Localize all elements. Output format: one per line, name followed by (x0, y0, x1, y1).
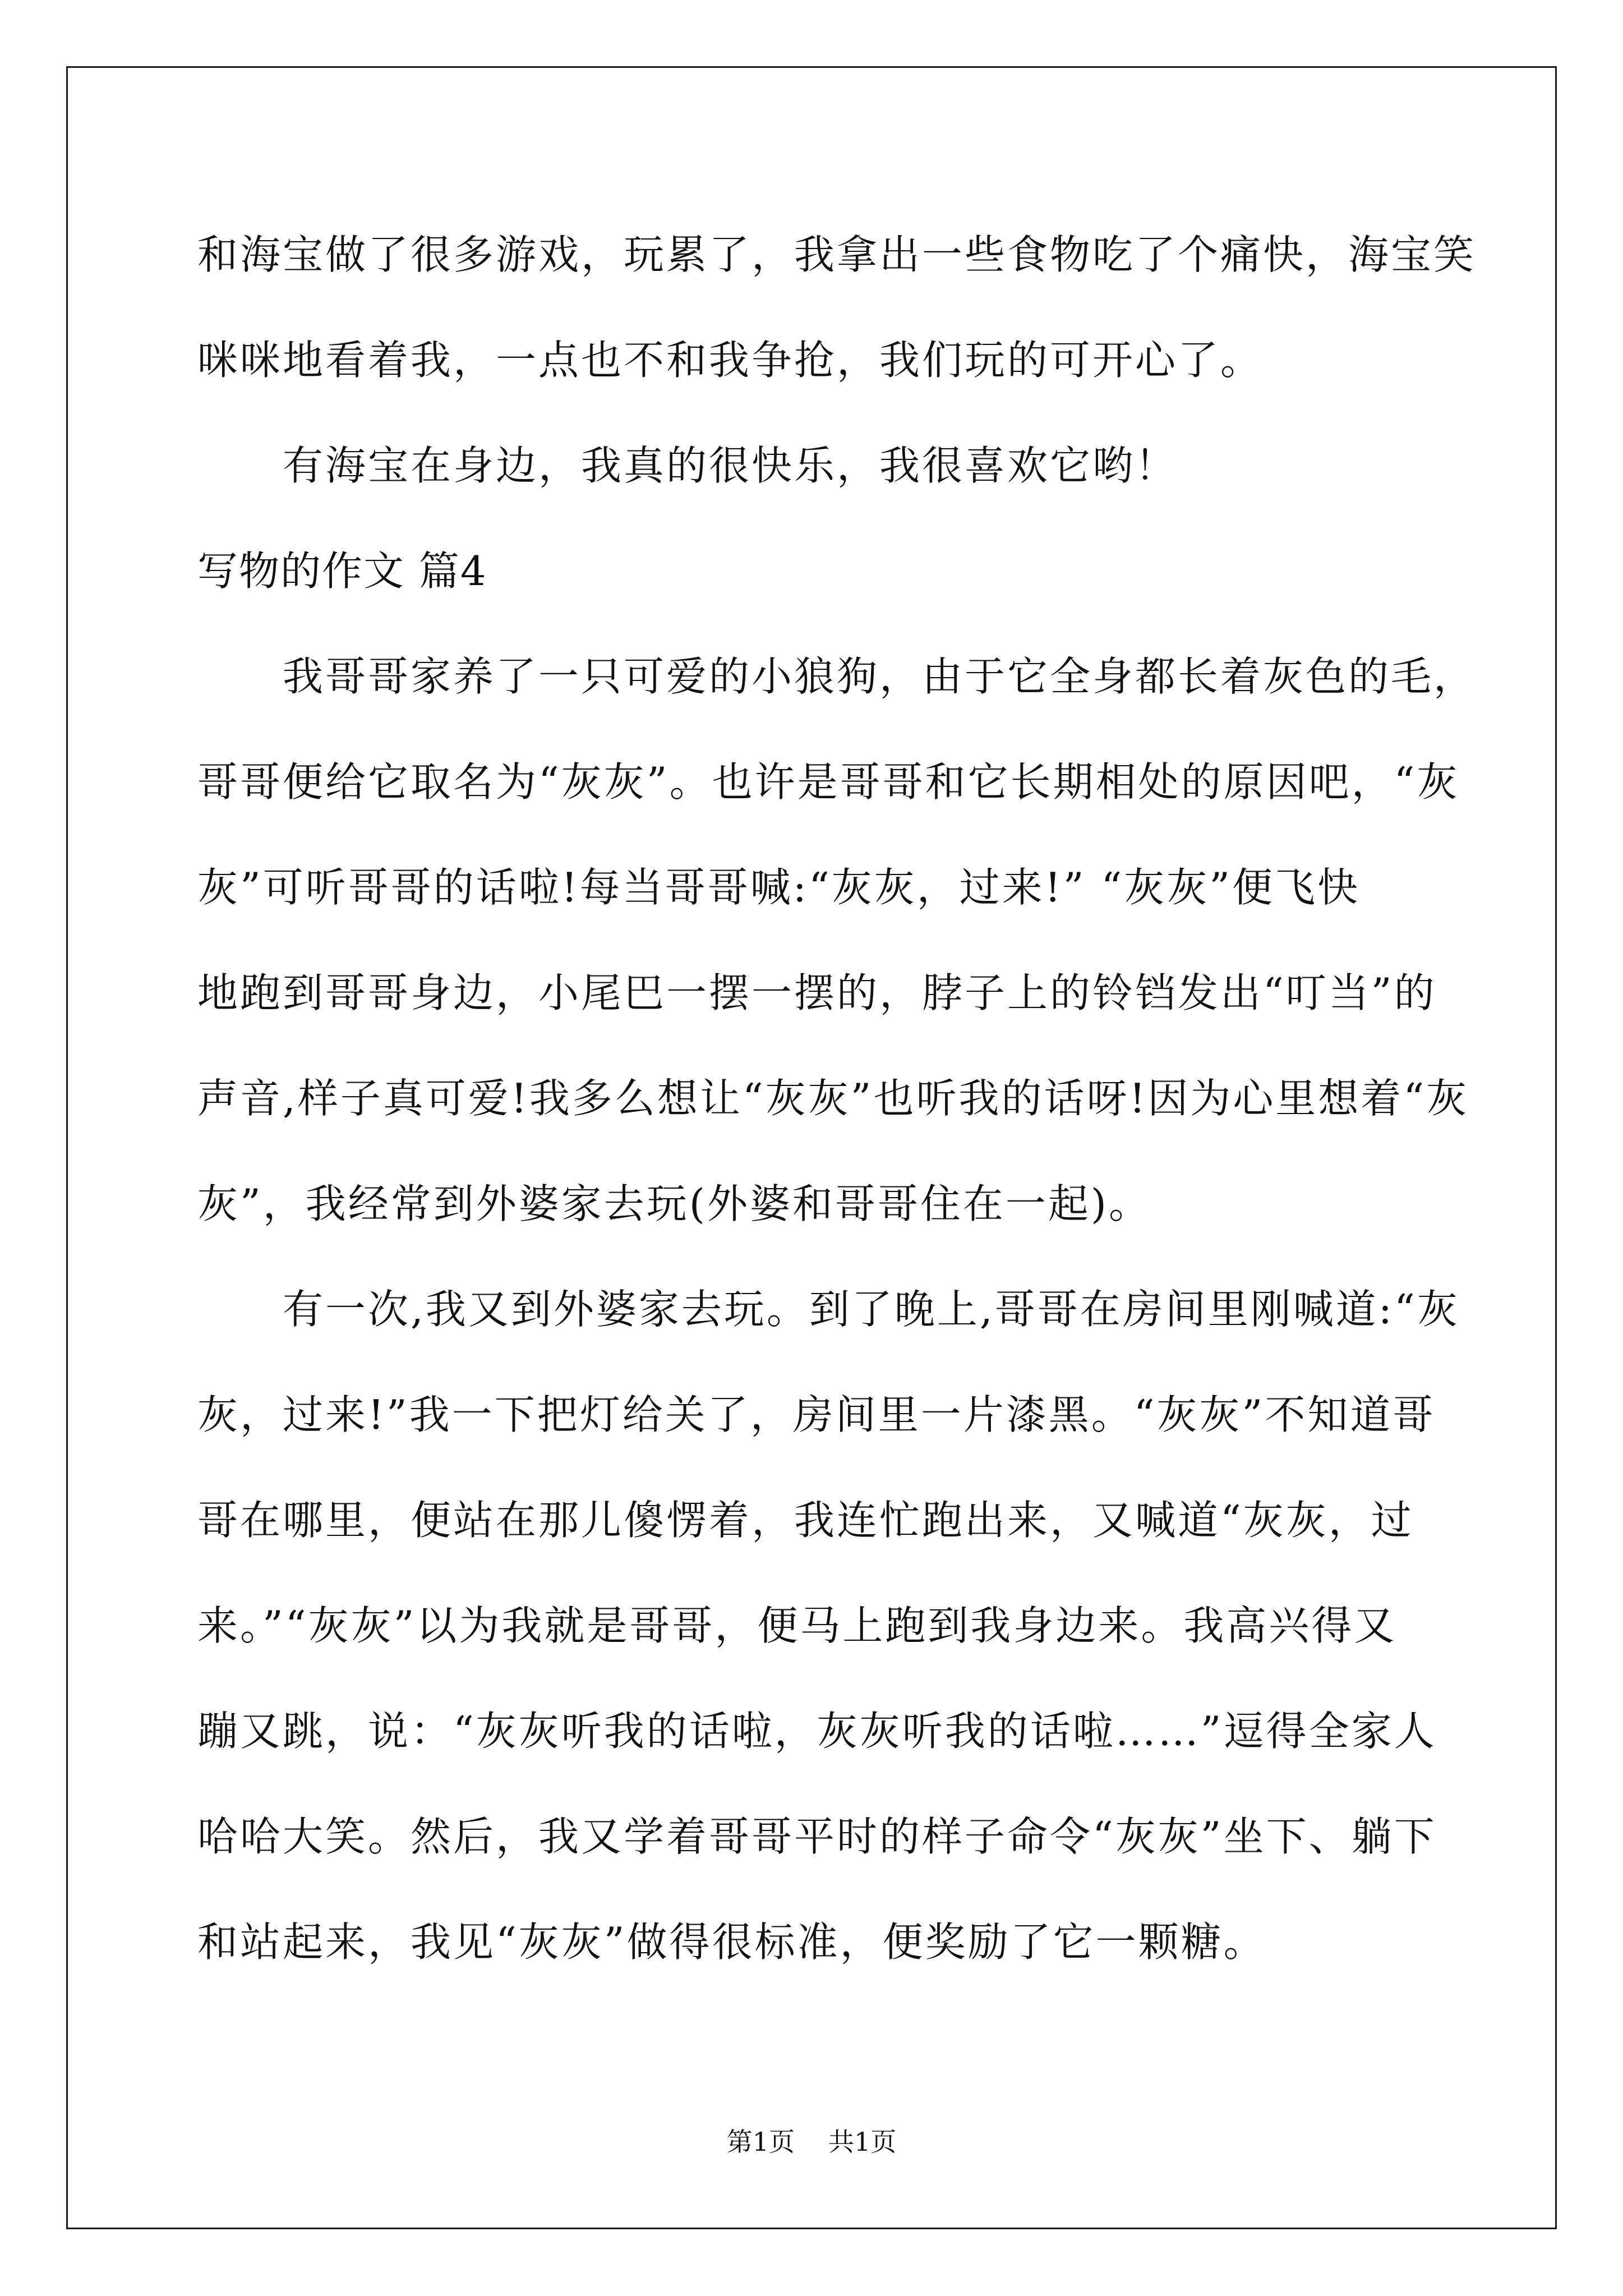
paragraph-line: 和海宝做了很多游戏，玩累了，我拿出一些食物吃了个痛快，海宝笑 (197, 231, 1477, 278)
paragraph-line: 我哥哥家养了一只可爱的小狼狗，由于它全身都长着灰色的毛， (283, 653, 1477, 700)
paragraph-line: 灰”，我经常到外婆家去玩(外婆和哥哥住在一起)。 (197, 1180, 1151, 1227)
paragraph-line: 有海宝在身边，我真的很快乐，我很喜欢它哟！ (283, 442, 1178, 489)
paragraph-line: 和站起来，我见“灰灰”做得很标准，便奖励了它一颗糖。 (197, 1918, 1266, 1966)
paragraph-line: 声音,样子真可爱!我多么想让“灰灰”也听我的话呀!因为心里想着“灰 (197, 1075, 1469, 1122)
document-body (197, 202, 1477, 1995)
page-number: 第1页 (726, 2127, 795, 2157)
paragraph-line: 灰，过来!”我一下把灯给关了，房间里一片漆黑。“灰灰”不知道哥 (197, 1391, 1436, 1438)
paragraph-line: 哈哈大笑。然后，我又学着哥哥平时的样子命令“灰灰”坐下、躺下 (197, 1813, 1437, 1860)
paragraph-line: 来。”“灰灰”以为我就是哥哥，便马上跑到我身边来。我高兴得又 (197, 1602, 1397, 1649)
paragraph-line: 哥哥便给它取名为“灰灰”。也许是哥哥和它长期相处的原因吧，“灰 (197, 758, 1460, 806)
paragraph-line: 咪咪地看着我，一点也不和我争抢，我们玩的可开心了。 (197, 337, 1264, 384)
paragraph-line: 地跑到哥哥身边，小尾巴一摆一摆的，脖子上的铃铛发出“叮当”的 (197, 969, 1437, 1016)
page-footer (0, 2125, 1623, 2159)
paragraph-line: 有一次,我又到外婆家去玩。到了晚上,哥哥在房间里刚喊道:“灰 (283, 1286, 1460, 1333)
section-heading: 写物的作文 篇4 (197, 547, 487, 595)
page-total: 共1页 (828, 2127, 897, 2157)
paragraph-line: 蹦又跳，说：“灰灰听我的话啦，灰灰听我的话啦……”逗得全家人 (197, 1708, 1437, 1755)
paragraph-line: 灰”可听哥哥的话啦!每当哥哥喊:“灰灰，过来!” “灰灰”便飞快 (197, 864, 1361, 911)
paragraph-line: 哥在哪里，便站在那儿傻愣着，我连忙跑出来，又喊道“灰灰，过 (197, 1497, 1414, 1544)
